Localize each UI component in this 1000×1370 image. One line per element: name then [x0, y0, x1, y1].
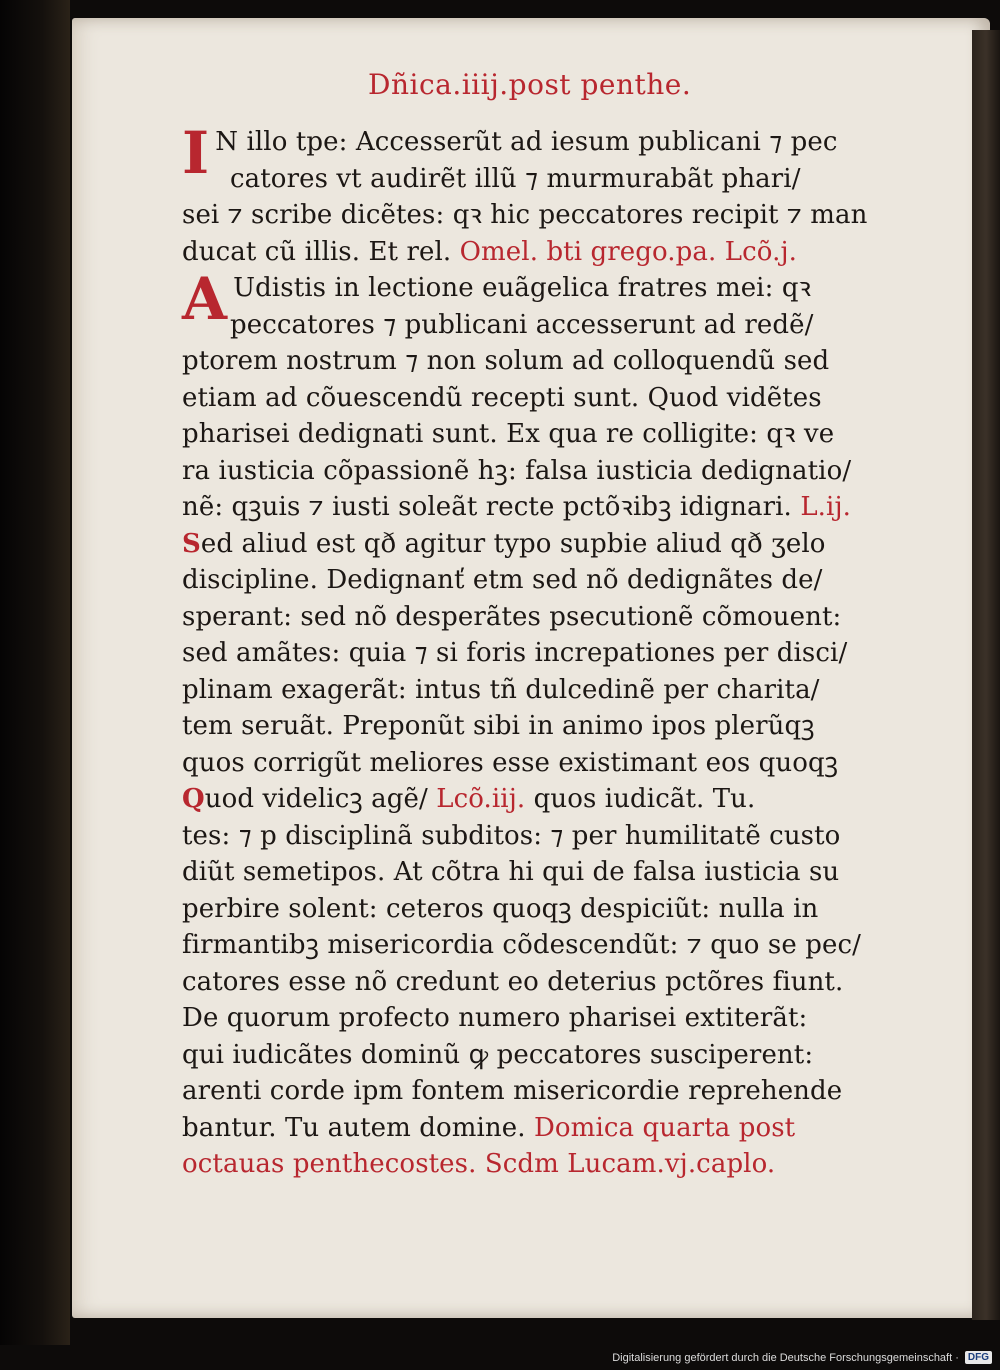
digitization-credit — [612, 1351, 992, 1364]
text-line: bantur. Tu autem domine. Domica quarta post — [182, 1112, 796, 1143]
text-line: De quorum profecto numero pharisei extiterãt: — [182, 1003, 808, 1033]
text-line: I N illo tpe: Accesserũt ad iesum publicani ⁊ pec — [182, 119, 838, 187]
text-line: qui iudicãtes dominũ ꝙ peccatores susciperent: — [182, 1039, 814, 1070]
text-line: tes: ⁊ p disciplinã subditos: ⁊ per humilitatẽ custo — [182, 820, 841, 851]
text-line: peccatores ⁊ publicani accesserunt ad redẽ/ — [230, 309, 814, 340]
text-line: catores esse nõ credunt eo deterius pctõres fiunt. — [182, 966, 844, 997]
text-line: Quod videlicꝫ agẽ/ Lcõ.iij. quos iudicãt. Tu. — [182, 784, 756, 814]
text-line: ducat cũ illis. Et rel. Omel. bti grego.pa. Lcõ.j. — [182, 236, 797, 267]
text-line: arenti corde ipm fontem misericordie reprehende — [182, 1076, 843, 1106]
page-right-edge — [972, 30, 1000, 1320]
dfg-logo-icon: DFG — [965, 1351, 992, 1364]
text-line: ra iusticia cõpassionẽ hꝫ: falsa iusticia dedignatio/ — [182, 455, 852, 486]
initial-letter-q: Q — [182, 784, 205, 814]
rubric-lection: Omel. bti grego.pa. Lcõ.j. — [459, 236, 797, 267]
text-line-rubric: octauas penthecostes. Scdm Lucam.vj.caplo. — [182, 1149, 776, 1179]
text-line: sed amãtes: quia ⁊ si foris increpationes per disci/ — [182, 638, 848, 668]
text-line: firmantibꝫ misericordia cõdescendũt: ⁊ quo se pec/ — [182, 930, 861, 960]
text-line: discipline. Dedignanť etm sed nõ dedignãtes de/ — [182, 565, 823, 595]
text-line: plinam exagerãt: intus tñ dulcedinẽ per charita/ — [182, 674, 820, 705]
rubric-lection: L.ij. — [800, 492, 851, 522]
text-line: pharisei dedignati sunt. Ex qua re colligite: qꝛ ve — [182, 419, 835, 449]
text-line: sperant: sed nõ desperãtes psecutionẽ cõmouent: — [182, 601, 842, 632]
text-line: perbire solent: ceteros quoqꝫ despiciũt: nulla in — [182, 893, 819, 924]
initial-letter-s: S — [182, 528, 201, 559]
initial-letter-a: A — [182, 265, 228, 333]
text-line: etiam ad cõuescendũ recepti sunt. Quod vidẽtes — [182, 382, 822, 413]
text-line: diũt semetipos. At cõtra hi qui de falsa iusticia su — [182, 857, 840, 887]
text-line: tem seruãt. Preponũt sibi in animo ipos plerũqꝫ — [182, 711, 815, 741]
text-line: catores vt audirẽt illũ ⁊ murmurabãt phari/ — [230, 163, 801, 194]
page-header-rubric: Dñica.iiij.post penthe. — [368, 68, 692, 101]
credit-text: Digitalisierung gefördert durch die Deutsche Forschungsgemeinschaft · — [612, 1351, 959, 1364]
text-line: ptorem nostrum ⁊ non solum ad colloquendũ sed — [182, 346, 830, 376]
rubric-next-section: Domica quarta post — [533, 1112, 796, 1143]
rubric-lection: Lcõ.iij. — [436, 784, 526, 814]
text-line: quos corrigũt meliores esse existimant eos quoqꝫ — [182, 747, 839, 778]
page-text-block — [182, 119, 912, 1183]
initial-letter-i: I — [182, 119, 210, 187]
text-line: nẽ: qꝫuis ⁊ iusti soleãt recte pctõꝛibꝫ idignari. L.ij. — [182, 492, 851, 522]
text-line: sei ⁊ scribe dicẽtes: qꝛ hic peccatores recipit ⁊ man — [182, 200, 868, 230]
book-spine-shadow — [0, 0, 70, 1345]
text-line: Sed aliud est qð agitur typo supbie aliud qð ʒelo — [182, 528, 826, 559]
text-line: A Udistis in lectione euãgelica fratres mei: qꝛ — [182, 265, 811, 333]
